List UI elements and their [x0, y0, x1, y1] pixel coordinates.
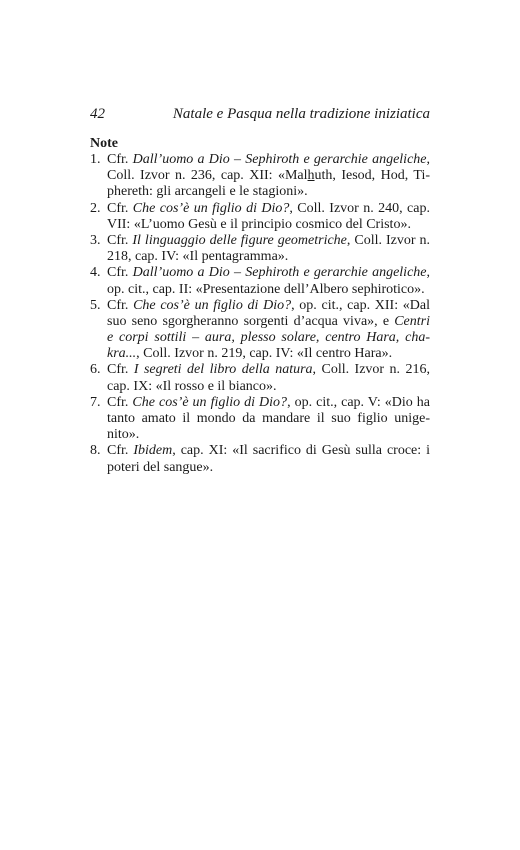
note-segment: , op. cit., cap. XII: «Dal [291, 297, 431, 313]
note-segment: 218, cap. IV: «Il pentagramma». [107, 249, 289, 265]
note-number: 2. [90, 200, 101, 216]
note-line [107, 168, 430, 184]
note-line [107, 411, 430, 427]
note-line [107, 152, 430, 168]
note-title-text: Il linguaggio delle figure geometriche [132, 232, 347, 248]
note-item [90, 395, 430, 444]
note-title-text: Che cos’è un figlio di Dio? [133, 297, 292, 313]
note-line [107, 362, 430, 378]
note-line [107, 233, 430, 249]
note-segment: Cfr. [107, 362, 134, 378]
note-segment: Cfr. [107, 394, 133, 410]
note-number: 8. [90, 443, 101, 459]
note-title-text: I segreti del libro della natura [133, 362, 313, 378]
note-title-text: Centri [394, 313, 430, 329]
note-segment: , Coll. Izvor n. 216, [312, 362, 431, 378]
note-number: 6. [90, 362, 101, 378]
note-segment: suo seno sgorgheranno sorgenti d’acqua viva», e [107, 313, 395, 329]
note-line [107, 184, 430, 200]
note-item [90, 233, 430, 265]
note-segment: Cfr. [107, 152, 133, 167]
note-title-text: Ibidem [133, 443, 173, 459]
note-text [107, 395, 430, 444]
note-item [90, 362, 430, 394]
note-segment: Cfr. [107, 265, 133, 281]
note-text [107, 298, 430, 363]
note-segment: , [426, 265, 430, 281]
note-line [107, 282, 430, 298]
note-segment: , Coll. Izvor n. 240, cap. [289, 200, 430, 216]
note-segment: tanto amato il mondo da mandare il suo figlio unige- [107, 411, 430, 426]
note-title-text: Che cos’è un figlio di Dio? [132, 200, 290, 216]
note-line [107, 314, 430, 330]
note-item [90, 298, 430, 363]
note-line [107, 298, 430, 314]
note-segment: , Coll. Izvor n. [346, 232, 431, 248]
note-line [107, 427, 430, 443]
note-number: 1. [90, 152, 101, 167]
note-text [107, 362, 430, 394]
note-number: 7. [90, 394, 101, 410]
note-number: 3. [90, 232, 101, 248]
note-text [107, 443, 430, 475]
note-segment: cap. IX: «Il rosso e il bianco». [107, 378, 277, 394]
note-segment: Cfr. [107, 200, 133, 216]
note-segment: , Coll. Izvor n. 219, cap. IV: «Il centro Hara». [136, 346, 393, 362]
note-item [90, 201, 430, 233]
note-segment: op. cit., cap. II: «Presentazione dell’Albero sephirotico». [107, 281, 425, 297]
note-number: 5. [90, 297, 101, 313]
note-line [107, 217, 430, 233]
note-text [107, 201, 430, 233]
note-segment: h [307, 168, 315, 184]
note-title-text: Dall’uomo a Dio – Sephiroth e gerarchie angeliche [132, 265, 427, 281]
note-number: 4. [90, 265, 101, 281]
note-segment: nito». [107, 427, 140, 443]
note-segment: , op. cit., cap. V: «Dio ha [287, 394, 431, 410]
note-segment: phereth: gli arcangeli e le stagioni». [107, 184, 308, 200]
running-title: Natale e Pasqua nella tradizione iniziatica [172, 106, 430, 122]
note-line [107, 330, 430, 346]
note-item [90, 443, 430, 475]
note-segment: Coll. Izvor n. 236, cap. XII: «Mal [107, 168, 308, 184]
note-item [90, 152, 430, 201]
note-title-text: Dall’uomo a Dio – Sephiroth e gerarchie angeliche [132, 152, 427, 167]
note-segment: uth, Iesod, Hod, Ti- [314, 168, 430, 184]
note-segment: VII: «L’uomo Gesù e il principio cosmico del Cristo». [107, 216, 411, 232]
note-line [107, 201, 430, 217]
page-header [90, 103, 430, 125]
note-text [107, 152, 430, 201]
note-line [107, 249, 430, 265]
note-text [107, 265, 430, 297]
note-line [107, 460, 430, 476]
note-line [107, 379, 430, 395]
note-item [90, 265, 430, 297]
note-line [107, 346, 430, 362]
note-segment: Cfr. [107, 232, 133, 248]
note-text [107, 233, 430, 265]
note-title-text: e corpi sottili – aura, plesso solare, centro Hara, cha- [107, 330, 430, 346]
note-line [107, 443, 430, 459]
note-line [107, 395, 430, 411]
page-number: 42 [90, 106, 105, 122]
notes-list [90, 152, 430, 476]
note-segment: Cfr. [107, 443, 134, 459]
note-segment: , [426, 152, 430, 167]
note-segment: Cfr. [107, 297, 134, 313]
notes-heading: Note [90, 136, 118, 151]
note-segment: , cap. XI: «Il sacrifico di Gesù sulla croce: i [172, 443, 430, 459]
note-segment: poteri del sangue». [107, 459, 214, 475]
note-line [107, 265, 430, 281]
note-title-text: kra... [107, 346, 137, 362]
note-title-text: Che cos’è un figlio di Dio? [132, 394, 288, 410]
